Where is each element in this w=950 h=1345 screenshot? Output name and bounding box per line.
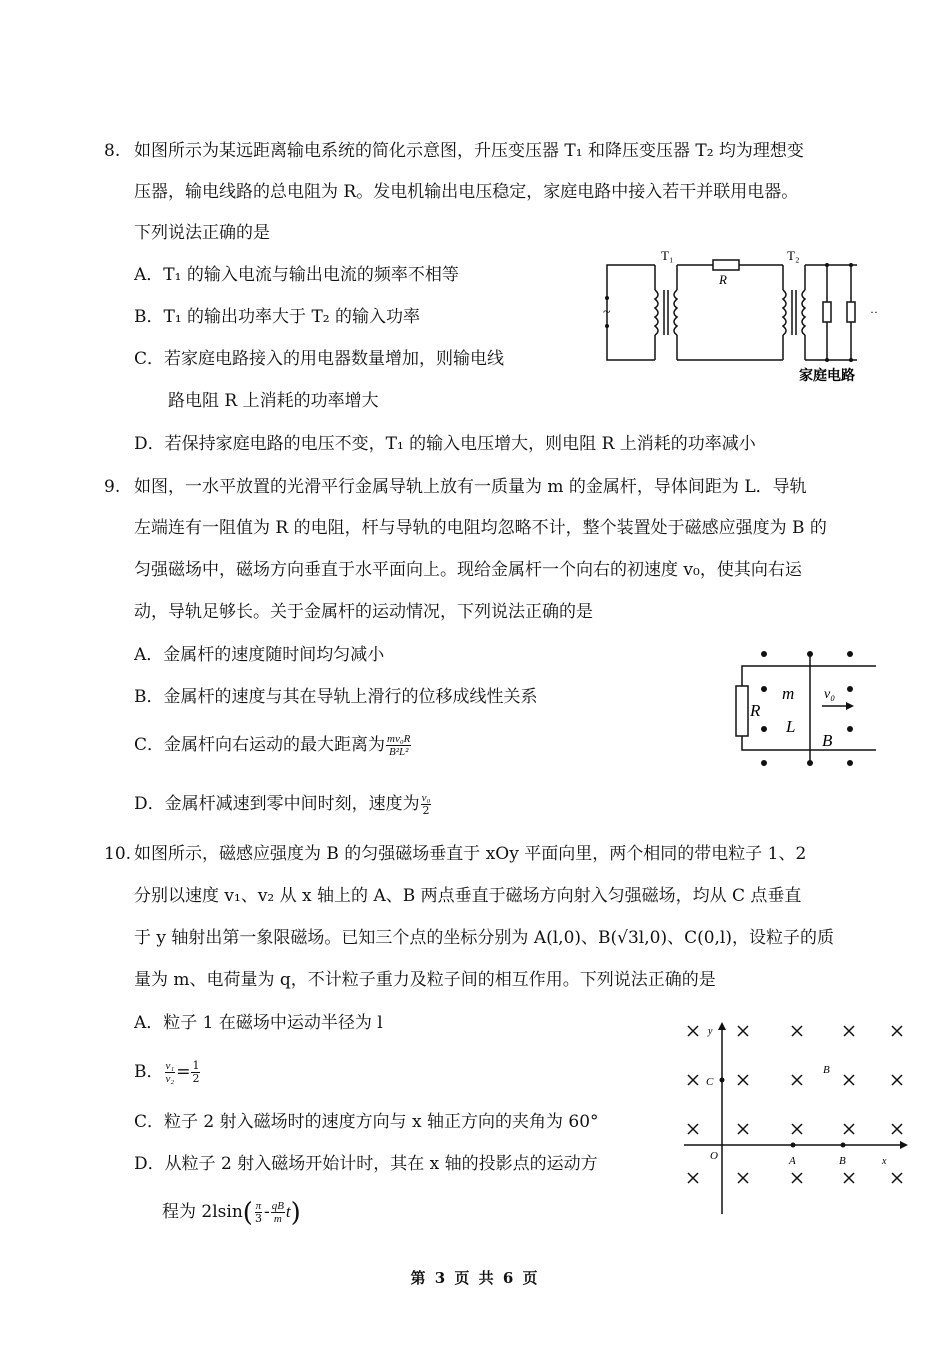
q9-d-numerator: v₀ bbox=[421, 792, 431, 804]
t1-label: T₁ bbox=[661, 248, 674, 263]
q9-d-fraction bbox=[421, 792, 432, 817]
continuation-dots: ·· bbox=[870, 305, 878, 319]
q10-d-qb: qB bbox=[271, 1200, 284, 1212]
q8-stem-1: 如图所示为某远距离输电系统的简化示意图，升压变压器 T₁ 和降压变压器 T₂ 均为理想变 bbox=[134, 141, 804, 161]
point-b-axis-label: B bbox=[839, 1155, 846, 1167]
q8-circuit-figure bbox=[595, 240, 895, 390]
q8-stem-2: 压器，输电线路的总电阻为 R。发电机输出电压稳定，家庭电路中接入若干并联用电器。 bbox=[134, 182, 799, 202]
q9-stem-3: 匀强磁场中，磁场方向垂直于水平面向上。现给金属杆一个向右的初速度 v₀，使其向右运 bbox=[134, 560, 802, 580]
q8-stem-3: 下列说法正确的是 bbox=[134, 223, 270, 243]
q9-option-b: B．金属杆的速度与其在导轨上滑行的位移成线性关系 bbox=[134, 687, 538, 707]
q8-option-d: D．若保持家庭电路的电压不变，T₁ 的输入电压增大，则电阻 R 上消耗的功率减小 bbox=[134, 434, 756, 454]
q10-b-one: 1 bbox=[192, 1059, 200, 1072]
t2-label: T₂ bbox=[787, 248, 800, 263]
q8-line-1 bbox=[104, 139, 804, 163]
q10-option-c: C．粒子 2 射入磁场时的速度方向与 x 轴正方向的夹角为 60° bbox=[134, 1112, 599, 1132]
q10-d-three: 3 bbox=[254, 1212, 262, 1225]
q10-stem-1: 如图所示，磁感应强度为 B 的匀强磁场垂直于 xOy 平面向里，两个相同的带电粒子 1、2 bbox=[134, 844, 807, 864]
q10-stem-3: 于 y 轴射出第一象限磁场。已知三个点的坐标分别为 A(l,0)、B(√3l,0)、C(0,l)，设粒子的质 bbox=[134, 928, 835, 948]
q10-stem-2: 分别以速度 v₁、v₂ 从 x 轴上的 A、B 两点垂直于磁场方向射入匀强磁场，均从 C 点垂直 bbox=[134, 886, 802, 906]
page-footer: 第 3 页 共 6 页 bbox=[410, 1269, 540, 1287]
q10-option-b-prefix: B． bbox=[134, 1062, 164, 1082]
rod-l-label: L bbox=[786, 717, 796, 736]
q9-number: 9. bbox=[104, 477, 121, 497]
q10-b-two: 2 bbox=[192, 1072, 200, 1085]
q9-option-a: A．金属杆的速度随时间均匀减小 bbox=[134, 645, 385, 665]
household-caption: 家庭电路 bbox=[799, 369, 855, 384]
q9-option-d-text: D．金属杆减速到零中间时刻，速度为 bbox=[134, 794, 420, 814]
q10-d-t: t bbox=[285, 1202, 291, 1221]
q10-d-fraction-a bbox=[254, 1200, 263, 1225]
q10-b-v2: v₂ bbox=[165, 1073, 175, 1085]
q10-option-a: A．粒子 1 在磁场中运动半径为 l bbox=[134, 1013, 383, 1033]
q10-d-m: m bbox=[273, 1213, 282, 1225]
q10-option-b bbox=[134, 1060, 201, 1085]
q9-line-1 bbox=[104, 475, 807, 499]
q8-option-a: A．T₁ 的输入电流与输出电流的频率不相等 bbox=[134, 265, 459, 285]
q9-stem-1: 如图，一水平放置的光滑平行金属导轨上放有一质量为 m 的金属杆，导体间距为 L．导轨 bbox=[134, 477, 807, 497]
q9-c-denominator: B²L² bbox=[388, 746, 409, 758]
q8-number: 8. bbox=[104, 141, 121, 161]
q9-d-denominator: 2 bbox=[422, 804, 430, 817]
origin-label: O bbox=[710, 1150, 718, 1162]
q9-option-c bbox=[134, 733, 412, 758]
y-axis-label: y bbox=[708, 1026, 713, 1037]
q10-d-open-paren: ( bbox=[242, 1198, 253, 1228]
q10-number: 10. bbox=[104, 844, 132, 864]
q10-d-minus: - bbox=[263, 1202, 270, 1222]
q8-option-c-1: C．若家庭电路接入的用电器数量增加，则输电线 bbox=[134, 349, 505, 369]
q10-option-d-2 bbox=[162, 1198, 301, 1228]
q10-b-v1: v₁ bbox=[165, 1060, 175, 1072]
q9-option-c-text: C．金属杆向右运动的最大距离为 bbox=[134, 735, 386, 755]
q10-field-figure bbox=[680, 1018, 912, 1220]
q10-d-fraction-b bbox=[271, 1200, 285, 1225]
point-c-label: C bbox=[706, 1076, 714, 1088]
q10-d-prefix: 程为 2lsin bbox=[162, 1202, 243, 1222]
x-axis-label: x bbox=[882, 1156, 887, 1167]
q9-stem-2: 左端连有一阻值为 R 的电阻，杆与导轨的电阻均忽略不计，整个装置处于磁感应强度为 B 的 bbox=[134, 518, 827, 538]
q9-c-fraction bbox=[386, 733, 411, 758]
field-b-label: B bbox=[823, 1064, 830, 1076]
q9-c-numerator: mv₀R bbox=[387, 733, 411, 745]
rod-m-label: m bbox=[782, 684, 795, 703]
q9-stem-4: 动，导轨足够长。关于金属杆的运动情况，下列说法正确的是 bbox=[134, 602, 593, 622]
q10-stem-4: 量为 m、电荷量为 q，不计粒子重力及粒子间的相互作用。下列说法正确的是 bbox=[134, 970, 716, 990]
q9-rail-figure bbox=[728, 648, 888, 770]
q10-line-1 bbox=[104, 842, 806, 866]
q10-b-half bbox=[191, 1060, 200, 1085]
q10-b-equals: = bbox=[176, 1062, 191, 1082]
r-label: R bbox=[719, 272, 727, 287]
velocity-label: v₀ bbox=[824, 687, 836, 702]
rail-r-label: R bbox=[750, 701, 761, 720]
ac-source-symbol: ~ bbox=[603, 305, 611, 320]
q9-option-d bbox=[134, 792, 432, 817]
q8-option-b: B．T₁ 的输出功率大于 T₂ 的输入功率 bbox=[134, 307, 421, 327]
q10-d-close-paren: ) bbox=[290, 1198, 301, 1228]
q10-d-pi: π bbox=[255, 1200, 262, 1212]
field-b-label: B bbox=[822, 731, 833, 750]
q10-option-d-1: D．从粒子 2 射入磁场开始计时，其在 x 轴的投影点的运动方 bbox=[134, 1154, 598, 1174]
q8-option-c-2: 路电阻 R 上消耗的功率增大 bbox=[168, 391, 379, 411]
point-a-label: A bbox=[789, 1155, 796, 1167]
q10-b-ratio bbox=[165, 1060, 176, 1085]
